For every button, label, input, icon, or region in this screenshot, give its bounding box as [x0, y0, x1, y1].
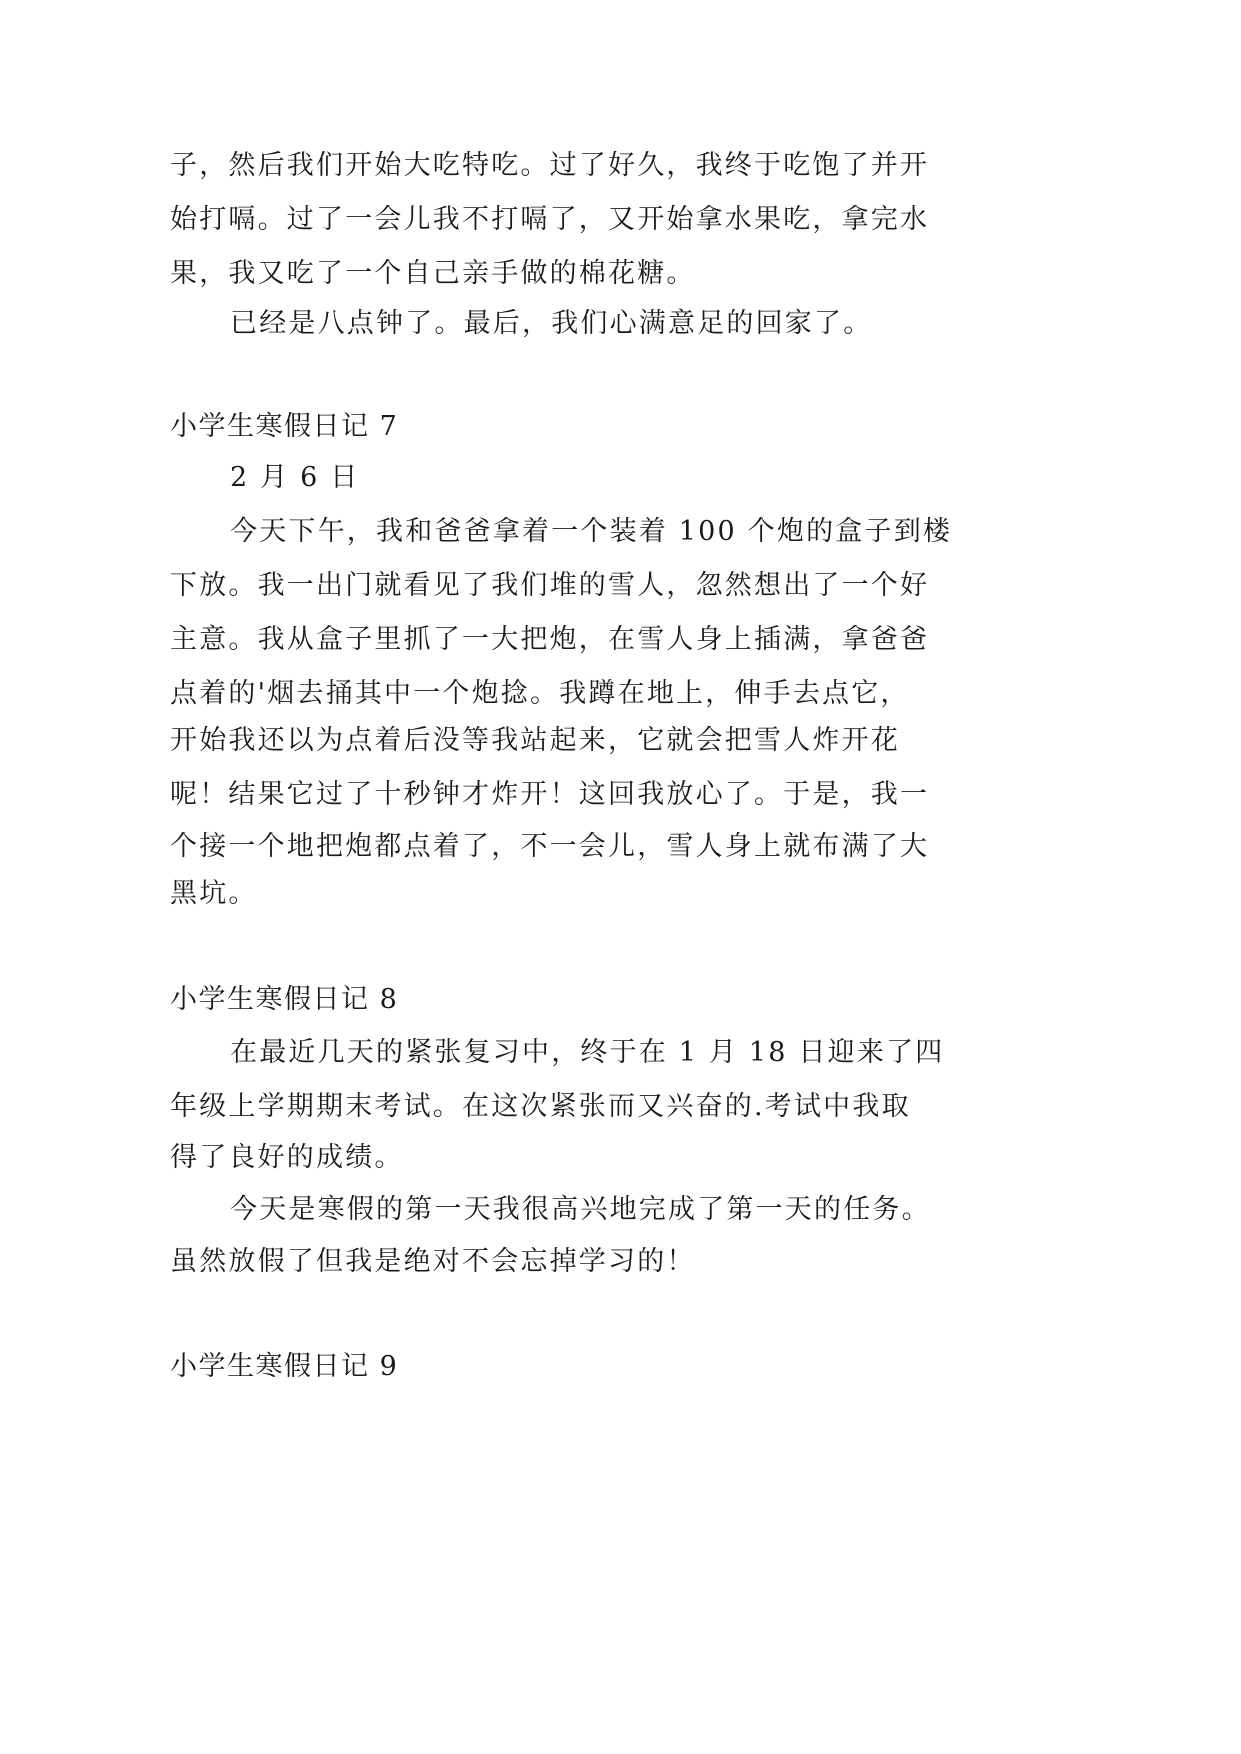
paragraph-line: 虽然放假了但我是绝对不会忘掉学习的！ [170, 1246, 696, 1277]
paragraph-line: 下放。我一出门就看见了我们堆的雪人，忽然想出了一个好 [170, 570, 930, 601]
paragraph-line: 呢！结果它过了十秒钟才炸开！这回我放心了。于是，我一 [170, 779, 930, 810]
paragraph-line: 今天是寒假的第一天我很高兴地完成了第一天的任务。 [230, 1194, 931, 1225]
paragraph-line: 个接一个地把炮都点着了，不一会儿，雪人身上就布满了大 [170, 831, 930, 862]
paragraph-line: 已经是八点钟了。最后，我们心满意足的回家了。 [230, 308, 873, 339]
paragraph-line: 今天下午，我和爸爸拿着一个装着 100 个炮的盒子到楼 [230, 516, 953, 547]
paragraph-line: 年级上学期期末考试。在这次紧张而又兴奋的.考试中我取 [170, 1091, 911, 1122]
paragraph-line: 黑坑。 [170, 878, 258, 909]
section-heading: 小学生寒假日记 7 [170, 411, 399, 442]
section-heading: 小学生寒假日记 8 [170, 984, 399, 1015]
paragraph-line: 点着的'烟去捅其中一个炮捻。我蹲在地上，伸手去点它， [170, 678, 910, 709]
paragraph-line: 在最近几天的紧张复习中，终于在 1 月 18 日迎来了四 [230, 1037, 945, 1068]
paragraph-line: 得了良好的成绩。 [170, 1142, 404, 1173]
paragraph-line: 果，我又吃了一个自己亲手做的棉花糖。 [170, 258, 696, 289]
paragraph-line: 子，然后我们开始大吃特吃。过了好久，我终于吃饱了并开 [170, 150, 930, 181]
paragraph-line: 主意。我从盒子里抓了一大把炮，在雪人身上插满，拿爸爸 [170, 624, 930, 655]
section-heading: 小学生寒假日记 9 [170, 1351, 399, 1382]
entry-date: 2 月 6 日 [230, 462, 360, 493]
paragraph-line: 开始我还以为点着后没等我站起来，它就会把雪人炸开花 [170, 725, 900, 756]
paragraph-line: 始打嗝。过了一会儿我不打嗝了，又开始拿水果吃，拿完水 [170, 204, 930, 235]
